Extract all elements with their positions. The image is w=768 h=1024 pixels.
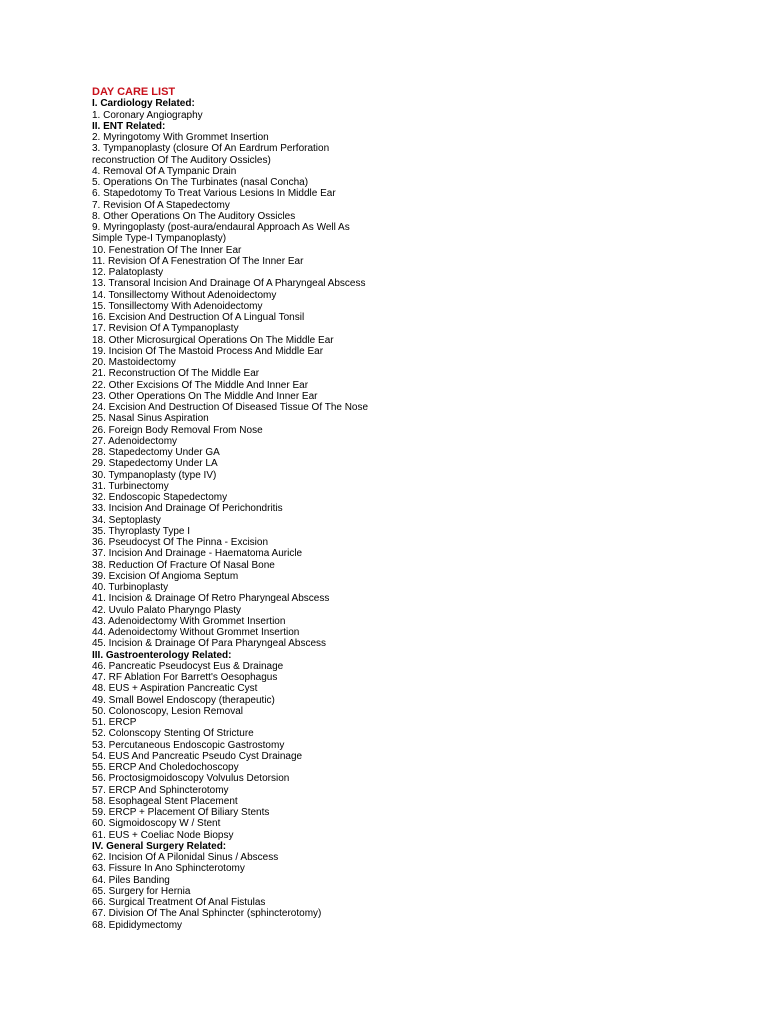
list-item: 28. Stapedectomy Under GA bbox=[92, 447, 220, 458]
list-item: 68. Epididymectomy bbox=[92, 919, 183, 931]
list-item: 41. Incision & Drainage Of Retro Pharyngeal Abscess bbox=[92, 593, 330, 605]
list-item: 8. Other Operations On The Auditory Ossicles bbox=[92, 210, 296, 222]
list-item: 56. Proctosigmoidoscopy Volvulus Detorsion bbox=[92, 773, 290, 785]
list-item: 25. Nasal Sinus Aspiration bbox=[92, 413, 209, 425]
list-item: 13. Transoral Incision And Drainage Of A Pharyngeal Abscess bbox=[92, 278, 366, 290]
list-item: 35. Thyroplasty Type I bbox=[92, 525, 191, 537]
list-item: 63. Fissure In Ano Sphincterotomy bbox=[92, 863, 245, 875]
list-item: 42. Uvulo Palato Pharyngo Plasty bbox=[92, 604, 241, 616]
list-item: 23. Other Operations On The Middle And Inner Ear bbox=[92, 390, 318, 402]
list-item: reconstruction Of The Auditory Ossicles) bbox=[92, 154, 271, 166]
list-item: 2. Myringotomy With Grommet Insertion bbox=[92, 132, 269, 143]
list-item: 52. Colonscopy Stenting Of Stricture bbox=[92, 728, 254, 740]
list-item: 24. Excision And Destruction Of Diseased Tissue Of The Nose bbox=[92, 402, 369, 413]
list-item: 60. Sigmoidoscopy W / Stent bbox=[92, 818, 221, 830]
list-item: 44. Adenoidectomy Without Grommet Insertion bbox=[92, 627, 300, 638]
list-item: 45. Incision & Drainage Of Para Pharyngeal Abscess bbox=[92, 638, 327, 650]
list-item: 67. Division Of The Anal Sphincter (sphincterotomy) bbox=[92, 908, 322, 920]
list-item: 34. Septoplasty bbox=[92, 514, 161, 526]
list-item: 4. Removal Of A Tympanic Drain bbox=[92, 165, 237, 177]
list-item: 30. Tympanoplasty (type IV) bbox=[92, 469, 217, 481]
list-item: 38. Reduction Of Fracture Of Nasal Bone bbox=[92, 559, 275, 571]
list-item: 57. ERCP And Sphincterotomy bbox=[92, 784, 229, 796]
list-item: 1. Coronary Angiography bbox=[92, 109, 203, 121]
list-item: 32. Endoscopic Stapedectomy bbox=[92, 492, 228, 503]
procedure-list bbox=[92, 98, 732, 931]
list-item: 21. Reconstruction Of The Middle Ear bbox=[92, 368, 260, 380]
list-item: 46. Pancreatic Pseudocyst Eus & Drainage bbox=[92, 660, 284, 672]
list-item: 64. Piles Banding bbox=[92, 874, 170, 886]
list-item: 43. Adenoidectomy With Grommet Insertion bbox=[92, 615, 286, 627]
list-item: 26. Foreign Body Removal From Nose bbox=[92, 424, 263, 436]
list-item: 48. EUS + Aspiration Pancreatic Cyst bbox=[92, 683, 258, 695]
list-item: 7. Revision Of A Stapedectomy bbox=[92, 199, 230, 211]
list-item: 27. Adenoidectomy bbox=[92, 435, 178, 447]
section-heading: II. ENT Related: bbox=[92, 120, 166, 132]
list-item: 15. Tonsillectomy With Adenoidectomy bbox=[92, 300, 263, 312]
section-heading: I. Cardiology Related: bbox=[92, 98, 195, 110]
document-page bbox=[92, 87, 732, 931]
list-item: 9. Myringoplasty (post-aura/endaural Approach As Well As bbox=[92, 222, 350, 233]
list-item: 49. Small Bowel Endoscopy (therapeutic) bbox=[92, 694, 275, 706]
list-item: 29. Stapedectomy Under LA bbox=[92, 458, 218, 470]
list-item: 11. Revision Of A Fenestration Of The Inner Ear bbox=[92, 255, 304, 267]
list-item: 18. Other Microsurgical Operations On The Middle Ear bbox=[92, 334, 334, 346]
list-item: 37. Incision And Drainage - Haematoma Auricle bbox=[92, 548, 303, 560]
list-item: 17. Revision Of A Tympanoplasty bbox=[92, 323, 239, 335]
list-item: 33. Incision And Drainage Of Perichondritis bbox=[92, 503, 283, 515]
list-item: 59. ERCP + Placement Of Biliary Stents bbox=[92, 807, 270, 818]
list-item: 50. Colonoscopy, Lesion Removal bbox=[92, 705, 244, 717]
list-item: 55. ERCP And Choledochoscopy bbox=[92, 762, 239, 773]
list-item: 14. Tonsillectomy Without Adenoidectomy bbox=[92, 289, 277, 301]
list-item: 40. Turbinoplasty bbox=[92, 582, 169, 593]
list-item: Simple Type-I Tympanoplasty) bbox=[92, 233, 227, 245]
list-item: 16. Excision And Destruction Of A Lingual Tonsil bbox=[92, 312, 305, 323]
list-item: 51. ERCP bbox=[92, 717, 137, 728]
list-item: 36. Pseudocyst Of The Pinna - Excision bbox=[92, 537, 269, 548]
list-item: 39. Excision Of Angioma Septum bbox=[92, 570, 239, 582]
list-item: 47. RF Ablation For Barrett's Oesophagus bbox=[92, 672, 278, 683]
list-item: 3. Tympanoplasty (closure Of An Eardrum Perforation bbox=[92, 143, 330, 155]
list-item: 65. Surgery for Hernia bbox=[92, 885, 191, 897]
list-item: 22. Other Excisions Of The Middle And Inner Ear bbox=[92, 379, 309, 391]
list-item: 10. Fenestration Of The Inner Ear bbox=[92, 244, 242, 256]
list-item: 66. Surgical Treatment Of Anal Fistulas bbox=[92, 897, 266, 908]
list-item: 62. Incision Of A Pilonidal Sinus / Abscess bbox=[92, 852, 279, 863]
list-item: 6. Stapedotomy To Treat Various Lesions In Middle Ear bbox=[92, 188, 336, 200]
list-item: 53. Percutaneous Endoscopic Gastrostomy bbox=[92, 739, 285, 751]
list-item: 20. Mastoidectomy bbox=[92, 357, 176, 368]
document-title: DAY CARE LIST bbox=[92, 86, 176, 98]
section-heading: III. Gastroenterology Related: bbox=[92, 649, 232, 661]
list-item: 61. EUS + Coeliac Node Biopsy bbox=[92, 829, 234, 841]
list-item: 31. Turbinectomy bbox=[92, 480, 169, 492]
list-item: 5. Operations On The Turbinates (nasal Concha) bbox=[92, 177, 309, 188]
list-item: 54. EUS And Pancreatic Pseudo Cyst Drainage bbox=[92, 750, 303, 762]
list-item: 58. Esophageal Stent Placement bbox=[92, 795, 238, 807]
section-heading: IV. General Surgery Related: bbox=[92, 840, 227, 852]
list-item: 12. Palatoplasty bbox=[92, 267, 164, 278]
list-item: 19. Incision Of The Mastoid Process And Middle Ear bbox=[92, 345, 324, 357]
